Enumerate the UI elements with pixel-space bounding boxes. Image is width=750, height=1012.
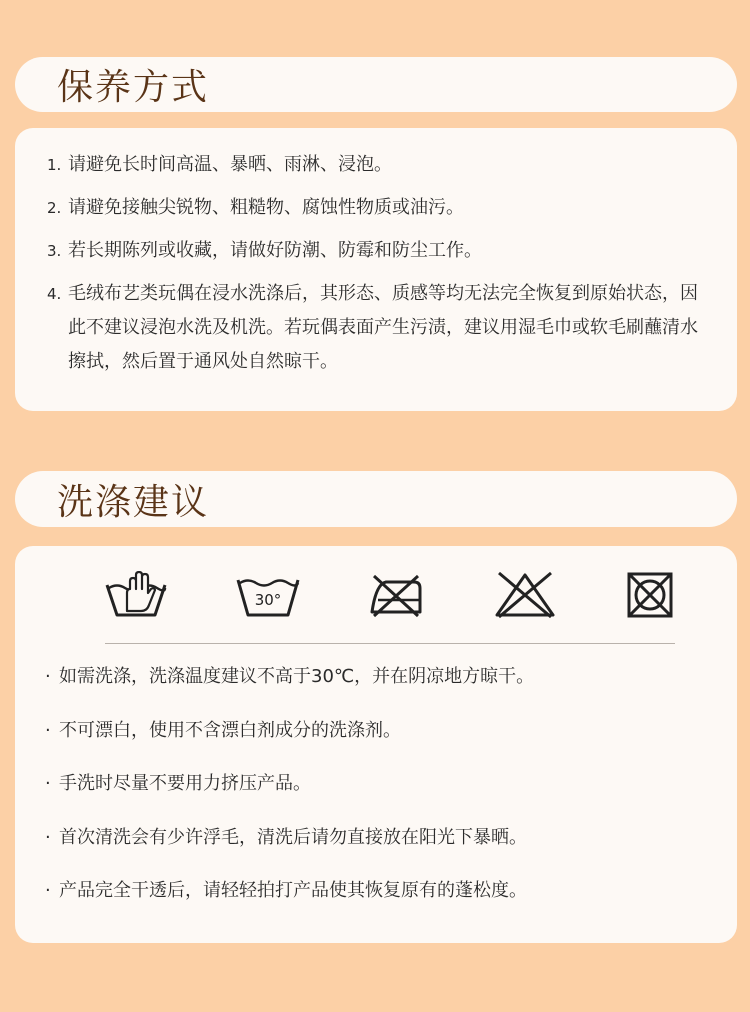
item-text: 请避免接触尖锐物、粗糙物、腐蚀性物质或油污。: [68, 197, 464, 218]
bullet: ·: [45, 666, 51, 687]
list-item: [47, 234, 707, 268]
item-number: 3.: [47, 242, 62, 260]
list-item: [45, 718, 707, 744]
bullet: ·: [45, 880, 51, 901]
item-text: 首次清洗会有少许浮毛，清洗后请勿直接放在阳光下暴晒。: [59, 826, 527, 848]
item-text: 毛绒布艺类玩偶在浸水洗涤后，其形态、质感等均无法完全恢复到原始状态，因此不建议浸泡水洗及机洗。若玩偶表面产生污渍，建议用湿毛巾或软毛刷蘸清水擦拭，然后置于通风处自然晾干。: [68, 283, 698, 372]
wash-advice-card: [15, 546, 737, 943]
list-item: [45, 771, 707, 797]
wash-temperature-label: 30°: [254, 590, 281, 609]
list-item: [47, 277, 707, 379]
item-text: 手洗时尽量不要用力挤压产品。: [59, 773, 311, 794]
hand-wash-icon: [105, 571, 167, 619]
wash-30-icon: [236, 572, 300, 618]
no-tumble-dry-icon: [625, 570, 675, 620]
list-item: [45, 825, 707, 851]
item-text: 如需洗涤，洗涤温度建议不高于30℃，并在阴凉地方晾干。: [59, 666, 535, 687]
bullet: ·: [45, 719, 51, 741]
item-text: 若长期陈列或收藏，请做好防潮、防霉和防尘工作。: [68, 240, 482, 261]
item-number: 2.: [47, 199, 62, 217]
item-text: 不可漂白，使用不含漂白剂成分的洗涤剂。: [59, 719, 401, 741]
no-bleach-icon: [493, 571, 557, 619]
care-section-title: 保养方式: [57, 67, 210, 108]
bullet: ·: [45, 773, 51, 794]
wash-advice-list: [45, 644, 707, 904]
care-symbols-row: [105, 546, 675, 644]
item-text: 请避免长时间高温、暴晒、雨淋、浸泡。: [68, 154, 392, 175]
care-instructions-card: [15, 128, 737, 411]
item-number: 1.: [47, 156, 62, 174]
wash-section-header: [15, 471, 737, 527]
care-section-header: [15, 57, 737, 112]
list-item: [45, 878, 707, 904]
list-item: [45, 664, 707, 690]
wash-section-title: 洗涤建议: [57, 481, 210, 523]
no-iron-icon: [368, 572, 424, 618]
item-number: 4.: [47, 285, 62, 303]
bullet: ·: [45, 826, 51, 848]
care-list: [47, 148, 707, 379]
list-item: [47, 191, 707, 225]
item-text: 产品完全干透后，请轻轻拍打产品使其恢复原有的蓬松度。: [59, 880, 527, 901]
list-item: [47, 148, 707, 182]
